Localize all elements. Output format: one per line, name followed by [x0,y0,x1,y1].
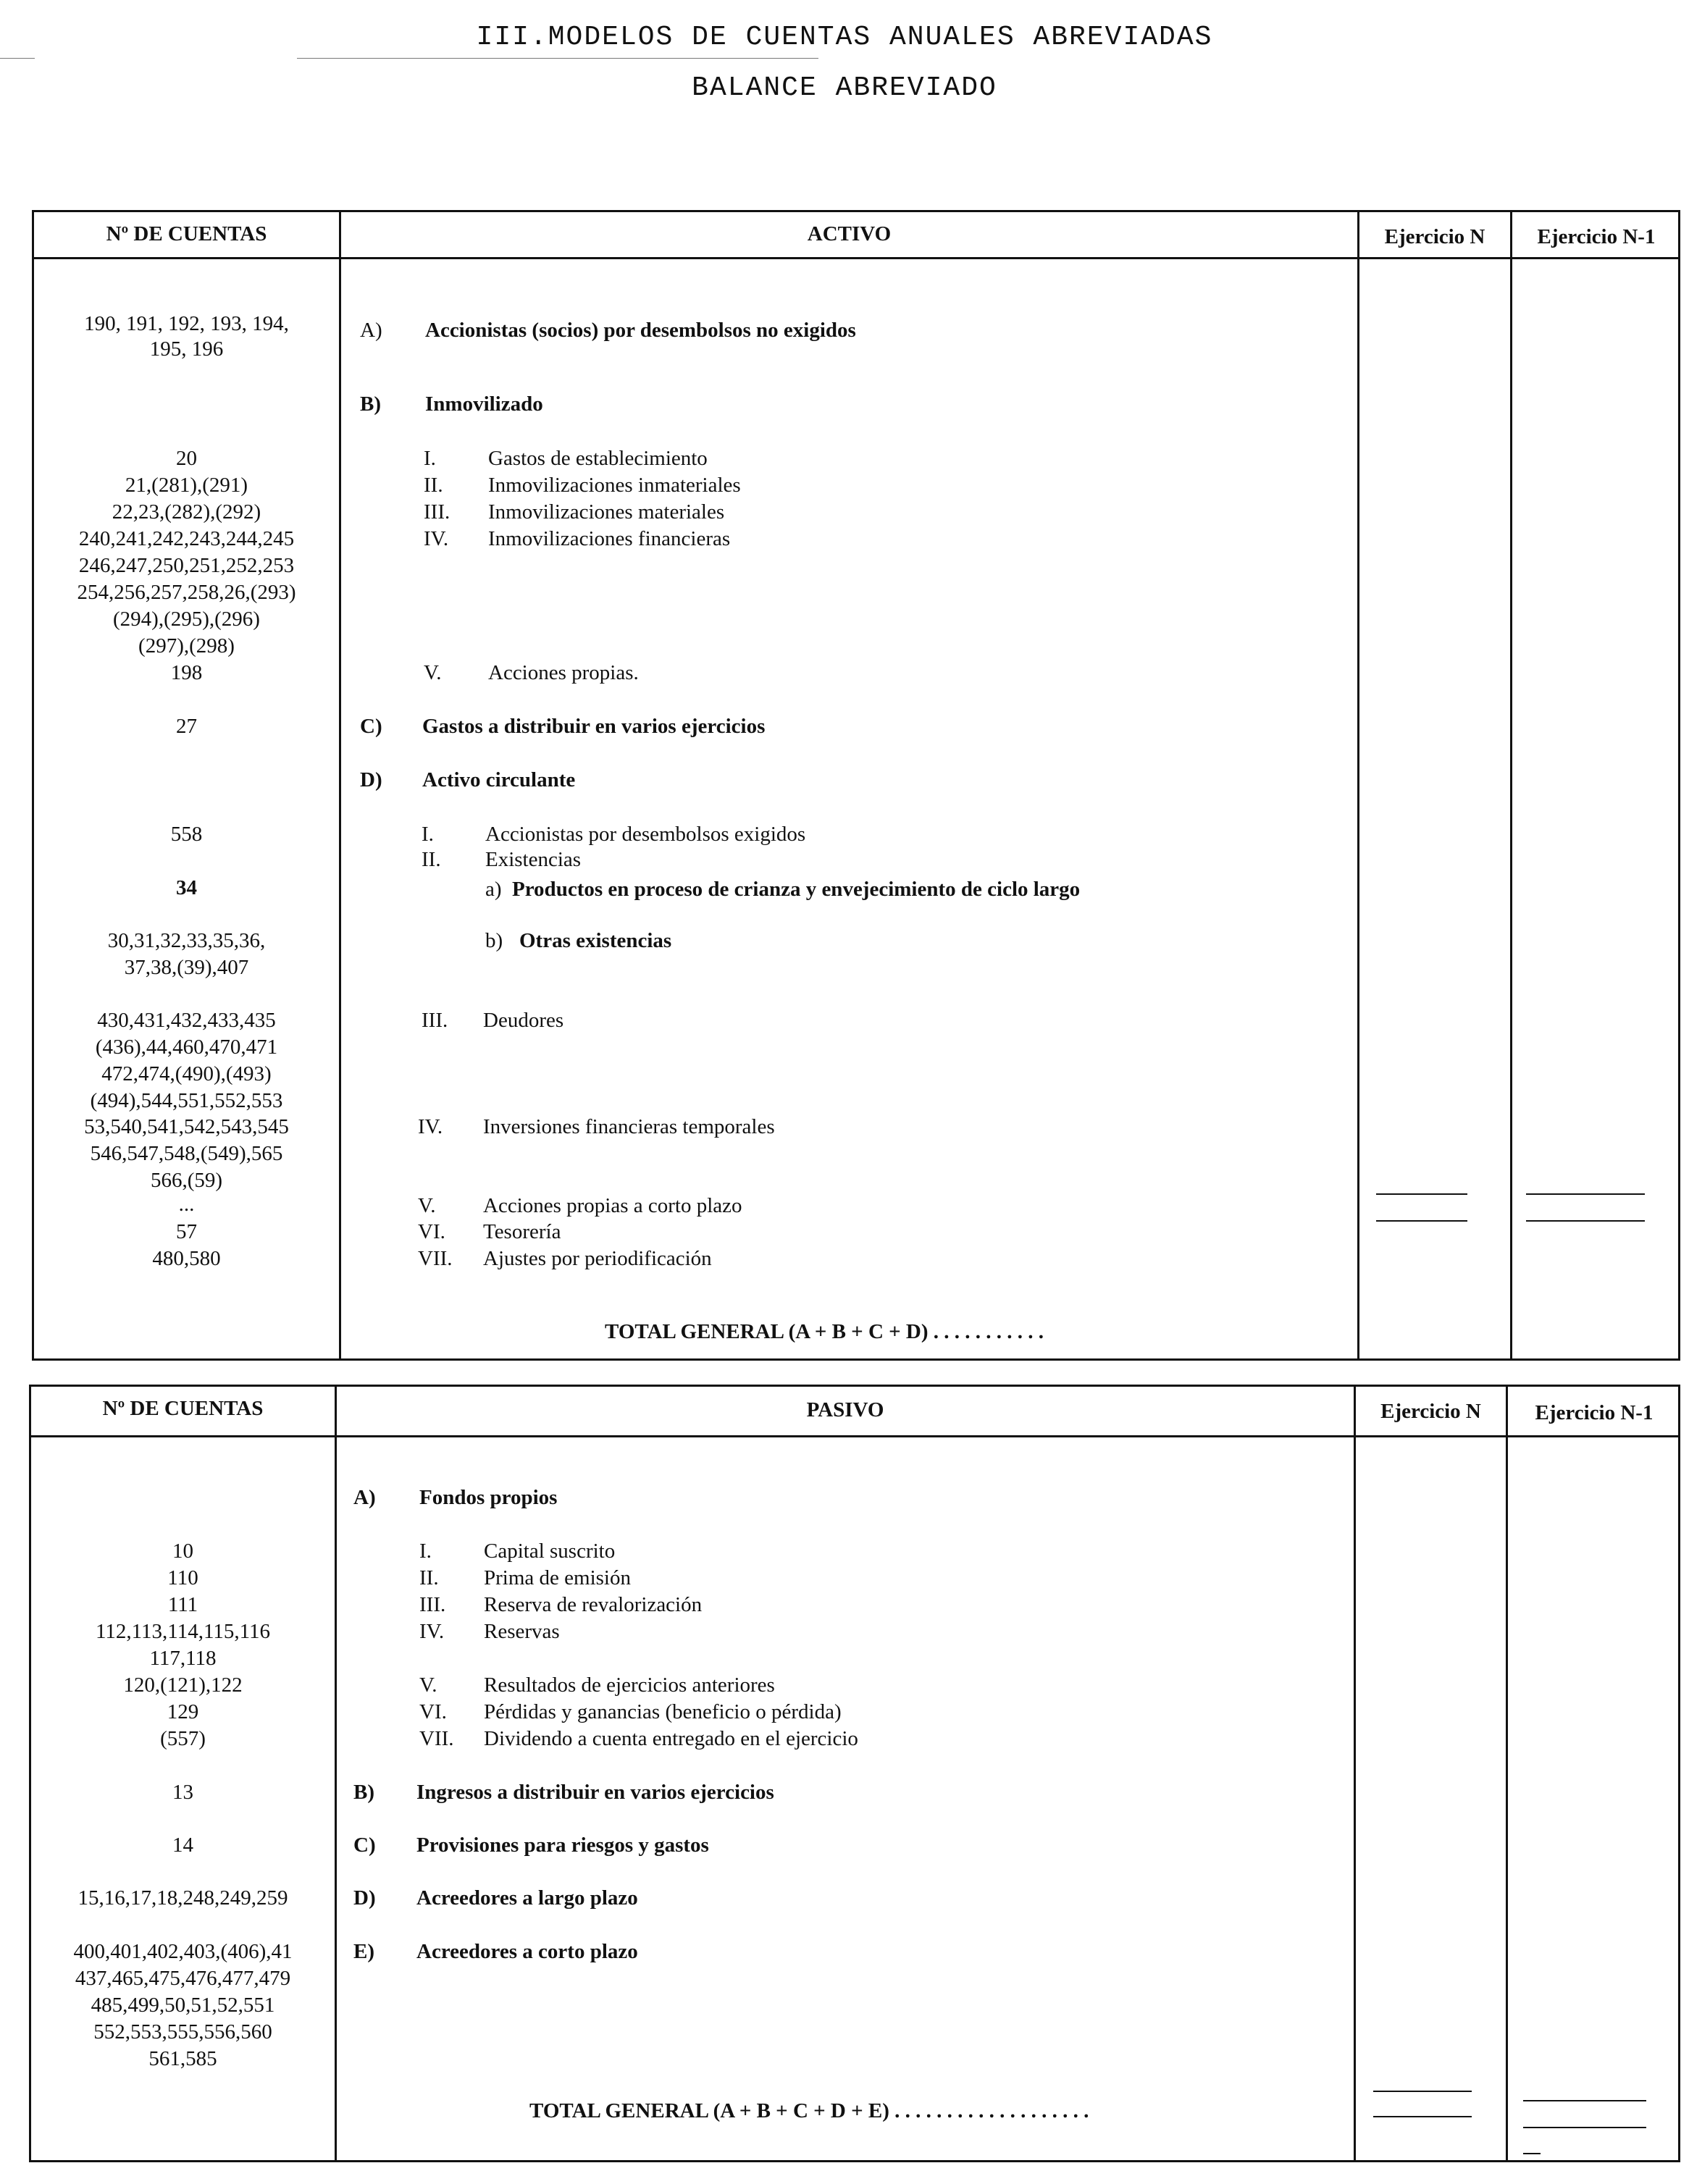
item-label: Acreedores a corto plazo [416,1940,638,1963]
account-codes: 246,247,250,251,252,253 [78,554,295,577]
item-marker: III. [422,1009,448,1032]
activo-total-general: TOTAL GENERAL (A + B + C + D) . . . . . . . . . . . [605,1320,1044,1343]
activo-table [32,210,1680,1361]
page-title: III.MODELOS DE CUENTAS ANUALES ABREVIADAS [476,22,1213,53]
item-marker: B) [360,392,381,416]
total-rule [1523,2153,1541,2154]
item-label: Otras existencias [519,929,672,952]
account-codes: 57 [176,1220,197,1243]
account-codes: 546,547,548,(549),565 [90,1142,283,1165]
item-label: Inmovilizado [425,392,543,416]
item-label: Prima de emisión [484,1566,631,1589]
item-marker: V. [424,661,442,684]
item-label: Inmovilizaciones financieras [488,527,731,550]
total-rule [1526,1220,1645,1222]
item-marker: II. [419,1566,439,1589]
account-codes: 561,585 [148,2047,217,2070]
item-label: Inmovilizaciones inmateriales [488,474,741,497]
pasivo-total-general: TOTAL GENERAL (A + B + C + D + E) . . . . . . . . . . . . . . . . . . . [529,2099,1089,2122]
item-marker: III. [424,500,450,524]
item-marker: V. [418,1194,436,1217]
account-codes: 254,256,257,258,26,(293) [77,581,296,604]
pasivo-header-cuentas: Nº DE CUENTAS [102,1397,264,1420]
item-label: Capital suscrito [484,1540,616,1563]
total-rule [1526,1193,1645,1195]
account-codes: 430,431,432,433,435 [97,1009,276,1032]
item-label: Accionistas por desembolsos exigidos [485,823,806,846]
account-codes: 437,465,475,476,477,479 [75,1967,291,1990]
account-codes: (557) [160,1727,206,1750]
item-marker: C) [353,1834,376,1857]
activo-header-ejercicio-n1: Ejercicio N-1 [1537,225,1656,248]
account-codes: (294),(295),(296) [113,608,260,631]
account-codes: 20 [176,447,197,470]
activo-header-ejercicio-n: Ejercicio N [1384,225,1485,248]
item-marker: IV. [419,1620,445,1643]
pasivo-header-concepto: PASIVO [806,1398,884,1421]
item-label: Reserva de revalorización [484,1593,703,1616]
account-codes: 22,23,(282),(292) [112,500,261,524]
item-label: Acciones propias a corto plazo [483,1194,742,1217]
activo-header-concepto: ACTIVO [807,222,892,245]
item-marker: B) [353,1781,374,1804]
total-rule [1373,2116,1472,2117]
item-label: Tesorería [483,1220,561,1243]
item-marker: A) [353,1486,376,1509]
item-label: Acreedores a largo plazo [416,1886,638,1910]
account-codes: 472,474,(490),(493) [101,1062,272,1085]
account-codes: 240,241,242,243,244,245 [78,527,295,550]
account-codes: 566,(59) [150,1169,223,1192]
total-rule [1523,2127,1646,2128]
account-codes: (297),(298) [138,634,235,658]
account-codes: 190, 191, 192, 193, 194, [84,312,289,335]
item-marker: a) [485,878,502,901]
title-underline [297,58,818,59]
item-label: Acciones propias. [488,661,639,684]
account-codes: 112,113,114,115,116 [95,1620,271,1643]
total-rule [1523,2100,1646,2101]
item-label: Dividendo a cuenta entregado en el ejercicio [484,1727,858,1750]
account-codes: 15,16,17,18,248,249,259 [77,1886,288,1910]
account-codes: (494),544,551,552,553 [90,1089,283,1112]
item-marker: V. [419,1673,437,1697]
activo-header-cuentas: Nº DE CUENTAS [106,222,267,245]
item-label: Provisiones para riesgos y gastos [416,1834,709,1857]
account-codes: 110 [167,1566,198,1589]
item-marker: I. [424,447,436,470]
item-label: Reservas [484,1620,560,1643]
item-label: Pérdidas y ganancias (beneficio o pérdida) [484,1700,842,1723]
item-marker: VII. [418,1247,453,1270]
item-label: Deudores [483,1009,564,1032]
account-codes: ... [178,1193,195,1216]
item-marker: D) [360,768,382,791]
account-codes: 37,38,(39),407 [124,956,249,979]
item-label: Productos en proceso de crianza y envejecimiento de ciclo largo [512,878,1081,901]
item-marker: b) [485,929,503,952]
item-marker: A) [360,319,382,342]
account-codes: 120,(121),122 [123,1673,243,1697]
account-codes: 198 [170,661,203,684]
item-label: Accionistas (socios) por desembolsos no exigidos [425,319,856,342]
account-codes: 13 [172,1781,193,1804]
item-marker: I. [419,1540,432,1563]
item-marker: III. [419,1593,446,1616]
item-label: Ingresos a distribuir en varios ejercicios [416,1781,774,1804]
account-codes: 552,553,555,556,560 [93,2020,272,2044]
item-label: Gastos a distribuir en varios ejercicios [422,715,766,738]
account-codes: 27 [176,715,197,738]
account-codes: 10 [172,1540,193,1563]
item-label: Gastos de establecimiento [488,447,708,470]
item-label: Inversiones financieras temporales [483,1115,775,1138]
item-marker: I. [422,823,434,846]
item-label: Ajustes por periodificación [483,1247,712,1270]
account-codes: 129 [167,1700,199,1723]
account-codes: 21,(281),(291) [125,474,248,497]
account-codes: 53,540,541,542,543,545 [84,1115,289,1138]
account-codes: 111 [167,1593,198,1616]
total-rule [1376,1220,1467,1222]
item-marker: VII. [419,1727,454,1750]
pasivo-header-ejercicio-n: Ejercicio N [1380,1400,1481,1423]
item-label: Fondos propios [419,1486,558,1509]
item-marker: II. [424,474,443,497]
margin-mark [0,58,35,59]
page-subtitle: BALANCE ABREVIADO [692,72,997,104]
item-marker: D) [353,1886,376,1910]
account-codes: 34 [176,876,197,899]
account-codes: 558 [170,823,203,846]
item-marker: C) [360,715,382,738]
pasivo-table [29,1385,1680,2162]
item-marker: VI. [418,1220,445,1243]
item-label: Activo circulante [422,768,576,791]
item-label: Existencias [485,848,582,871]
item-label: Inmovilizaciones materiales [488,500,725,524]
total-rule [1373,2091,1472,2092]
item-marker: IV. [424,527,449,550]
total-rule [1376,1193,1467,1195]
item-marker: II. [422,848,441,871]
item-label: Resultados de ejercicios anteriores [484,1673,775,1697]
account-codes: 480,580 [152,1247,221,1270]
item-marker: IV. [418,1115,443,1138]
account-codes: 30,31,32,33,35,36, [107,929,266,952]
account-codes: (436),44,460,470,471 [95,1036,278,1059]
item-marker: VI. [419,1700,447,1723]
account-codes: 400,401,402,403,(406),41 [73,1940,293,1963]
account-codes: 195, 196 [149,337,224,361]
item-marker: E) [353,1940,374,1963]
account-codes: 117,118 [149,1647,217,1670]
pasivo-header-ejercicio-n1: Ejercicio N-1 [1535,1401,1654,1424]
account-codes: 485,499,50,51,52,551 [91,1994,275,2017]
account-codes: 14 [172,1834,193,1857]
